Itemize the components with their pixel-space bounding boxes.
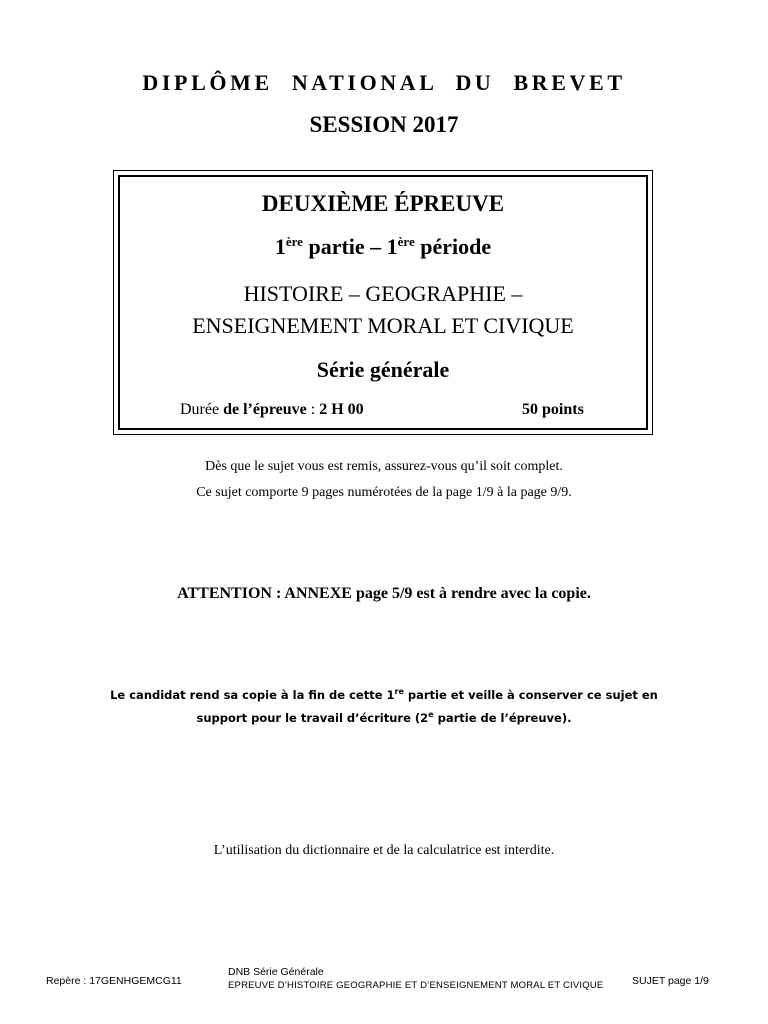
candidat-line-2: [0, 711, 768, 725]
duree-colon: :: [306, 401, 320, 418]
attention-annexe: ATTENTION : ANNEXE page 5/9 est à rendre avec la copie.: [177, 585, 591, 602]
periode-number: 1: [386, 234, 398, 259]
candidat-line-1-ordinal: re: [394, 687, 404, 696]
candidat-line-2-end: partie de l’épreuve).: [433, 711, 572, 725]
epreuve-title: DEUXIÈME ÉPREUVE: [261, 191, 505, 216]
partie-label: partie –: [302, 234, 387, 259]
footer-page-number: SUJET page 1/9: [632, 975, 709, 987]
duree-value: 2 H 00: [319, 401, 364, 418]
candidat-line-1-start: Le candidat rend sa copie à la fin de cette 1: [110, 688, 395, 702]
footer-dnb: DNB Série Générale: [228, 966, 324, 978]
candidat-line-2-start: support pour le travail d’écriture (2: [196, 711, 429, 725]
footer-repere: Repère : 17GENHGEMCG11: [46, 975, 182, 987]
duree-label: Durée: [180, 401, 220, 418]
exam-info-box: [113, 170, 653, 435]
instruction-complete: Dès que le sujet vous est remis, assurez-vous qu’il soit complet.: [205, 459, 563, 474]
exam-info-box-inner: [118, 175, 648, 430]
partie-ordinal: ère: [285, 234, 303, 249]
candidat-line-1: [0, 688, 768, 702]
serie-label: Série générale: [316, 357, 450, 382]
periode-ordinal: ère: [397, 234, 415, 249]
footer-epreuve: EPREUVE D’HISTOIRE GEOGRAPHIE ET D’ENSEIGNEMENT MORAL ET CIVIQUE: [228, 980, 604, 991]
subject-line-2: ENSEIGNEMENT MORAL ET CIVIQUE: [192, 313, 574, 338]
partie-periode: [120, 234, 646, 260]
partie-number: 1: [274, 234, 286, 259]
candidat-line-1-end: partie et veille à conserver ce sujet en: [403, 688, 658, 702]
instruction-pages: Ce sujet comporte 9 pages numérotées de la page 1/9 à la page 9/9.: [196, 485, 572, 500]
duree-rest: de l’épreuve: [219, 401, 307, 418]
dictionary-note: L’utilisation du dictionnaire et de la calculatrice est interdite.: [213, 843, 555, 858]
session-title: SESSION 2017: [309, 112, 459, 137]
candidat-line-2-ordinal: e: [428, 710, 434, 719]
points-label: 50 points: [522, 401, 584, 418]
document-title: DIPLÔME NATIONAL DU BREVET: [142, 70, 626, 95]
subject-line-1: HISTOIRE – GEOGRAPHIE –: [243, 281, 523, 306]
periode-label: période: [414, 234, 492, 259]
duree-line: [180, 401, 364, 419]
